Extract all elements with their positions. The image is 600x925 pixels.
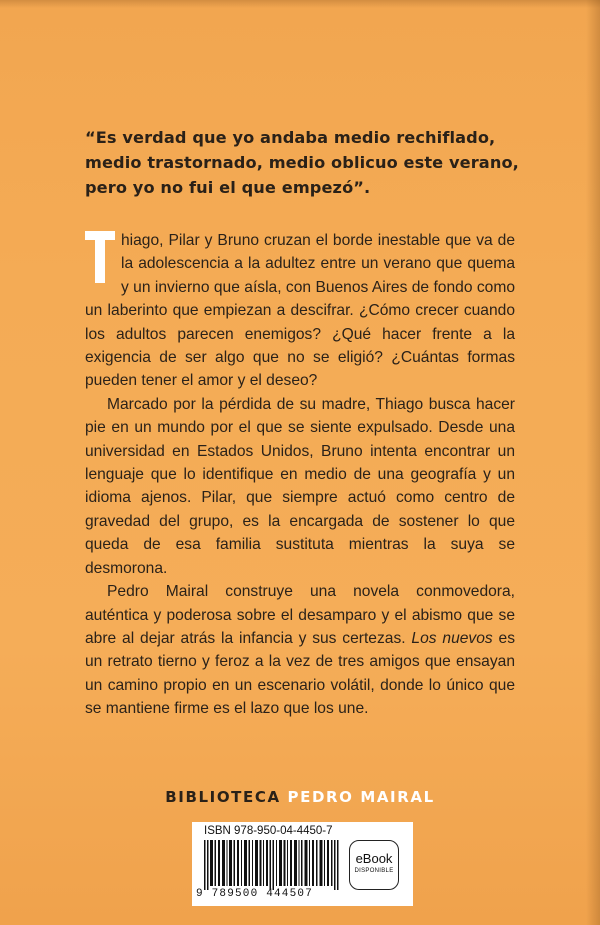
synopsis-paragraph-2: Marcado por la pérdida de su madre, Thiago busca hacer pie en un mundo por el que se siente expulsado. Desde una universidad en Estados Unidos, Bruno intenta encontrar un lenguaje que lo identifique en medio de una geografía y un idioma ajenos. Pilar, que siempre actuó como centro de gravedad del grupo, es la encargada de sostener lo que queda de esa familia sustituta mientras la suya se desmorona. <box>85 395 515 577</box>
synopsis-paragraph-1 <box>85 229 515 393</box>
book-title-italic: Los nuevos <box>411 629 493 647</box>
drop-cap <box>85 231 115 283</box>
ebook-badge <box>349 840 399 890</box>
cover-right-edge <box>586 0 600 925</box>
series-label <box>0 788 600 806</box>
synopsis-paragraph-3 <box>85 580 515 720</box>
ebook-subtitle: DISPONIBLE <box>354 868 394 874</box>
paragraph-3-text-a: Pedro Mairal construye una novela conmovedora, auténtica y poderosa sobre el desamparo y el abismo que se abre al dejar atrás la infancia y sus certezas. <box>85 583 515 647</box>
barcode-bars <box>204 840 340 890</box>
series-prefix: BIBLIOTECA <box>165 788 281 806</box>
synopsis <box>85 229 515 721</box>
barcode-digits: 9 789500 444507 <box>196 888 314 900</box>
paragraph-3-text-b: es un retrato tierno y feroz a la vez de tres amigos que ensayan un camino propio en un escenario volátil, donde lo único que se mantiene firme es el lazo que los une. <box>85 629 515 718</box>
cover-top-edge <box>0 0 600 8</box>
series-author: PEDRO MAIRAL <box>287 788 435 806</box>
barcode-panel <box>192 822 413 906</box>
paragraph-1-text: hiago, Pilar y Bruno cruzan el borde inestable que va de la adolescencia a la adultez entre un verano que quema y un invierno que aísla, con Buenos Aires de fondo como un laberinto que empiezan a descifrar. ¿Cómo crecer cuando los adultos parecen enemigos? ¿Qué hacer frente a la exigencia de ser algo que no se eligió? ¿Cuántas formas pueden tener el amor y el deseo? <box>85 232 515 390</box>
epigraph-quote: “Es verdad que yo andaba medio rechiflado, medio trastornado, medio oblicuo este verano, pero yo no fui el que empezó”. <box>85 128 519 197</box>
ebook-title: eBook <box>355 851 393 866</box>
isbn-text: ISBN 978-950-04-4450-7 <box>204 825 333 837</box>
